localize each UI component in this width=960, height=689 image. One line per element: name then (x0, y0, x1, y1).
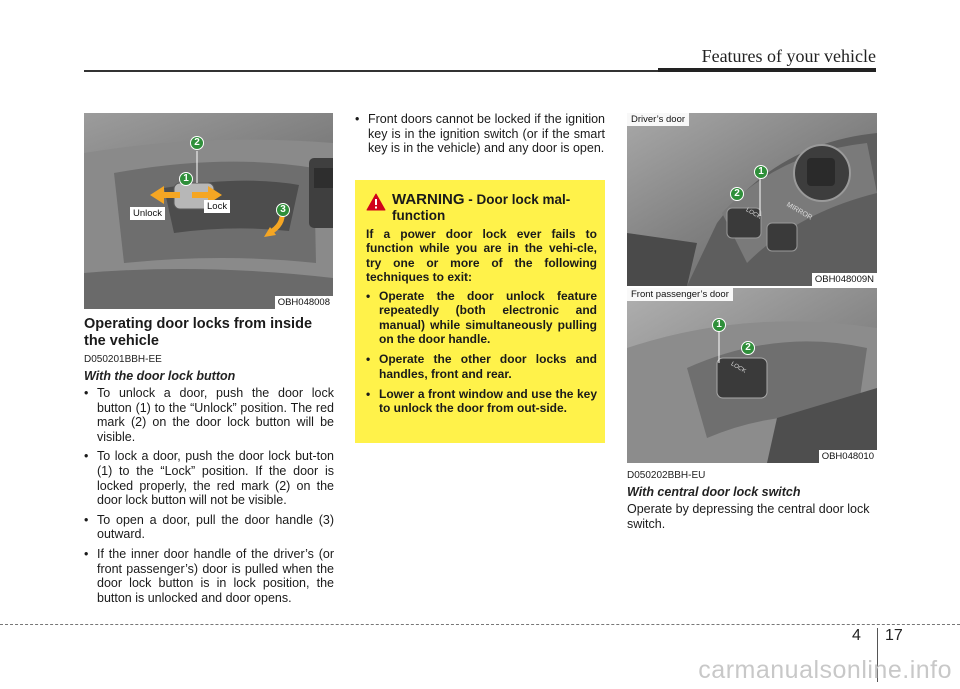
section-body (84, 386, 334, 610)
list-item: • Operate the other door locks and handles, front and rear. (366, 352, 597, 381)
lock-switch-label: LOCK (729, 361, 747, 375)
list-item: • To lock a door, push the door lock but-ton (1) to the “Lock” position. If the door is locked properly, the red mark (2) on the door lock button will not be visible. (84, 449, 334, 507)
list-item: • To open a door, pull the door handle (3) outward. (84, 513, 334, 542)
watermark: carmanualsonline.info (698, 656, 952, 684)
warning-text (366, 227, 597, 416)
section-subheading: With central door lock switch (627, 485, 801, 499)
mirror-label: MIRROR (785, 201, 814, 222)
marker-1: 1 (179, 172, 193, 186)
marker-2: 2 (190, 136, 204, 150)
section-code: D050201BBH-EE (84, 354, 162, 365)
unlock-label: Unlock (130, 207, 165, 220)
warning-title-rest: - Door lock mal-function (392, 192, 571, 223)
driver-door-switch-photo (627, 113, 877, 286)
driver-door-caption: Driver’s door (627, 113, 689, 126)
marker-3: 3 (276, 203, 290, 217)
list-item: • To unlock a door, push the door lock button (1) to the “Unlock” position. The red mark (2) on the door lock button will be visible. (84, 386, 334, 444)
list-item: • If the inner door handle of the driver’s (or front passenger’s) door is pulled when the door lock button is in lock position, the button is unlocked and door opens. (84, 547, 334, 605)
page-number: 17 (885, 627, 903, 644)
marker-2: 2 (741, 341, 755, 355)
warning-intro: If a power door lock ever fails to function while you are in the vehi-cle, try one or more of the following techniques to exit: (366, 227, 597, 284)
warning-header (366, 192, 597, 224)
passenger-door-switch-photo (627, 288, 877, 463)
figure-code: OBH048010 (819, 450, 877, 463)
passenger-door-caption: Front passenger’s door (627, 288, 733, 301)
lock-switch-label: LOCK (744, 207, 762, 221)
list-item: • Front doors cannot be locked if the ignition key is in the ignition switch (or if the smart key is in the vehicle) and any door is open. (355, 112, 605, 156)
warning-triangle-icon (366, 193, 386, 211)
warning-title (392, 192, 597, 224)
figure-code: OBH048009N (812, 273, 877, 286)
footer-rule (0, 624, 960, 625)
list-item: • Operate the door unlock feature repeatedly (both electronic and manual) while simultaneously pulling on the door handle. (366, 289, 597, 346)
page-header-title: Features of your vehicle (701, 46, 876, 66)
section-body: Operate by depressing the central door lock switch. (627, 502, 870, 531)
instruction-list (84, 386, 334, 605)
figure-code: OBH048008 (275, 296, 333, 309)
list-item: • Lower a front window and use the key to unlock the door from out-side. (366, 387, 597, 416)
warning-word: WARNING (392, 191, 465, 208)
passenger-door-switch-illustration (627, 288, 877, 463)
chapter-number: 4 (852, 627, 861, 644)
section-subheading: With the door lock button (84, 369, 236, 383)
middle-text (355, 112, 605, 161)
section-title: Operating door locks from inside the vehicle (84, 316, 313, 349)
header-rule-accent (658, 68, 876, 72)
marker-2: 2 (730, 187, 744, 201)
section-code: D050202BBH-EU (627, 470, 706, 481)
marker-1: 1 (712, 318, 726, 332)
marker-1: 1 (754, 165, 768, 179)
driver-door-switch-illustration (627, 113, 877, 286)
warning-box (355, 180, 605, 443)
door-lock-button-photo (84, 113, 333, 309)
note-list (355, 112, 605, 156)
lock-label: Lock (204, 200, 230, 213)
warning-list (366, 289, 597, 415)
